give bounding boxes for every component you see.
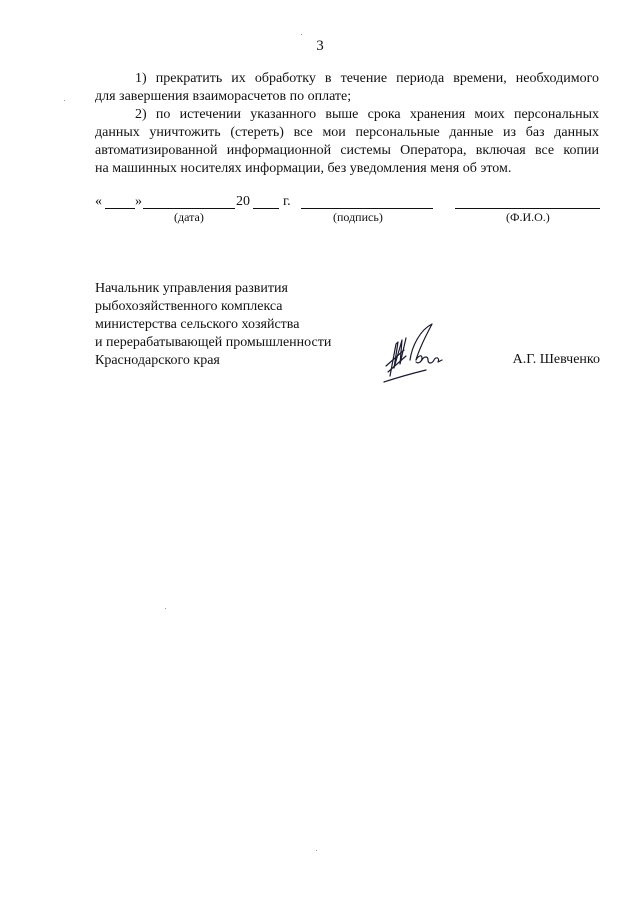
day-blank	[105, 208, 135, 209]
scan-speck	[165, 608, 166, 609]
paragraph-item-1	[95, 70, 599, 106]
paragraph-item-2	[95, 106, 599, 178]
signer-name: А.Г. Шевченко	[512, 352, 600, 367]
name-blank	[455, 208, 600, 209]
official-title-line: рыбохозяйственного комплекса	[95, 299, 283, 314]
official-title-line: министерства сельского хозяйства	[95, 317, 300, 332]
signature-blank	[301, 208, 433, 209]
open-quote: «	[95, 194, 102, 209]
paragraph-line: для завершения взаиморасчетов по оплате;	[95, 89, 352, 104]
year-suffix: г.	[283, 194, 291, 209]
page-number: 3	[316, 38, 324, 54]
signature-caption: (подпись)	[333, 210, 383, 224]
date-caption: (дата)	[174, 210, 204, 224]
official-title-line: Краснодарского края	[95, 353, 220, 368]
month-blank	[143, 208, 235, 209]
official-title-line: Начальник управления развития	[95, 281, 288, 296]
official-title	[95, 280, 331, 370]
paragraph-line: на машинных носителях информации, без уведомления меня об этом.	[95, 161, 512, 176]
paragraph-line: автоматизированной информационной системы Оператора, включая все копии	[95, 143, 599, 158]
name-caption: (Ф.И.О.)	[506, 210, 550, 224]
paragraph-line: 1) прекратить их обработку в течение периода времени, необходимого	[135, 71, 599, 86]
year-blank	[253, 208, 279, 209]
scan-speck	[64, 100, 65, 101]
scan-speck	[316, 850, 317, 851]
handwritten-signature	[376, 320, 448, 386]
scan-speck	[301, 34, 302, 35]
century-text: 20	[236, 194, 250, 209]
close-quote: »	[135, 194, 142, 209]
official-title-line: и перерабатывающей промышленности	[95, 335, 332, 350]
paragraph-line: 2) по истечении указанного выше срока хранения моих персональных	[135, 107, 599, 122]
paragraph-line: данных уничтожить (стереть) все мои персональные данные из баз данных	[95, 125, 599, 140]
